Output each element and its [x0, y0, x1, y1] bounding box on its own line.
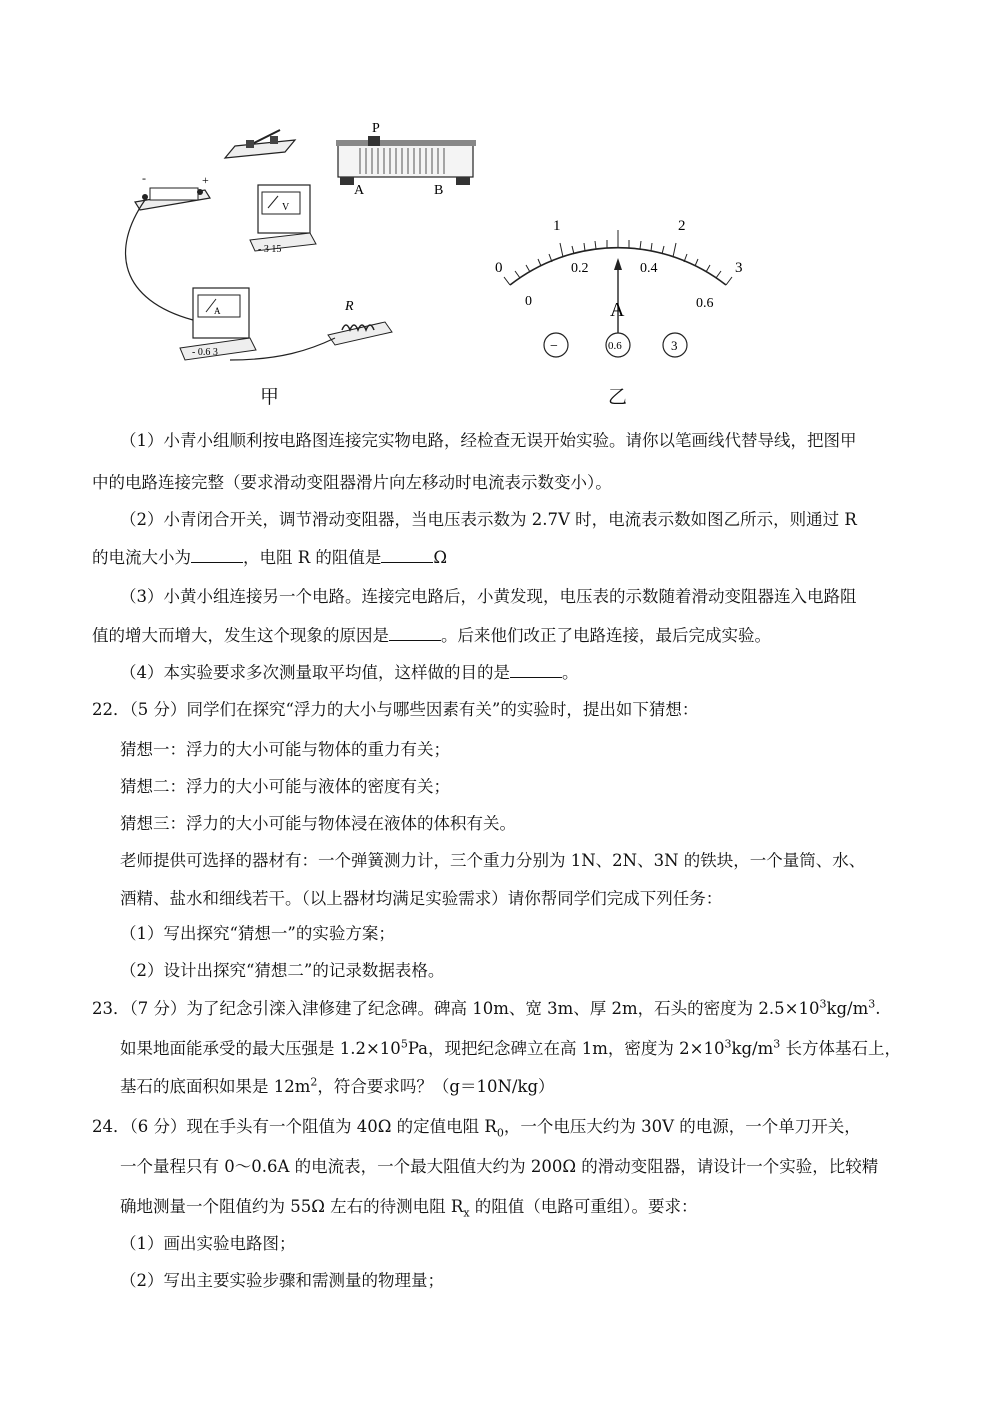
- q23-l1-sup: 3: [819, 997, 827, 1011]
- voltmeter-icon: [250, 185, 316, 255]
- q24-l3-text: 确地测量一个阻值约为 55Ω 左右的待测电阻 R: [120, 1197, 464, 1216]
- scale-top-1: 1: [553, 218, 561, 234]
- q23-l1-text: 23．（7 分）为了纪念引滦入津修建了纪念碑。碑高 10m、宽 3m、厚 2m，石头的密度为 2.5×10: [92, 999, 820, 1018]
- figure-label-jia: 甲: [260, 386, 280, 408]
- q23-l1-unit: kg/m: [826, 999, 869, 1018]
- q24-l3-sub: x: [463, 1206, 470, 1220]
- scale-top-3: 3: [735, 260, 743, 276]
- q23-l3-sup: 2: [310, 1075, 318, 1089]
- switch-icon: [225, 130, 295, 158]
- q21-part3-line2: [92, 625, 771, 647]
- q24-line1: [92, 1116, 861, 1138]
- q23-line3: [120, 1076, 555, 1098]
- q21-p4-text1: （4）本实验要求多次测量取平均值，这样做的目的是: [120, 663, 510, 682]
- q22-guess1: 猜想一：浮力的大小可能与物体的重力有关；: [120, 740, 450, 759]
- figure-svg: [110, 110, 890, 410]
- q21-part2-line2: [92, 547, 447, 569]
- scale-bottom-1: 0.2: [571, 261, 589, 276]
- q23-l3-text: 基石的底面积如果是 12m: [120, 1077, 311, 1096]
- ammeter-icon: [180, 288, 256, 360]
- scale-bottom-2: 0.4: [640, 261, 658, 276]
- q22-guess2: 猜想二：浮力的大小可能与液体的密度有关；: [120, 777, 450, 796]
- rheostat-p: P: [372, 121, 380, 136]
- q21-p2b-text3: Ω: [433, 548, 448, 567]
- q22-task1: （1）写出探究“猜想一”的实验方案；: [120, 924, 395, 943]
- q23-l2-sup3: 3: [773, 1037, 781, 1051]
- scale-unit: A: [610, 299, 625, 321]
- q23-l1-end: .: [875, 999, 881, 1018]
- q23-l2-text: 如果地面能承受的最大压强是 1.2×10: [120, 1039, 401, 1058]
- q24-l1-sub: 0: [496, 1126, 504, 1140]
- q24-line3: [120, 1196, 698, 1218]
- q23-l2-sup: 5: [400, 1037, 408, 1051]
- q24-l1-text: 24．（6 分）现在手头有一个阻值为 40Ω 的定值电阻 R: [92, 1117, 497, 1136]
- q21-p3b-text2: 。后来他们改正了电路连接，最后完成实验。: [441, 626, 771, 645]
- q21-part4-line: [120, 662, 579, 684]
- scale-bottom-3: 0.6: [696, 296, 714, 311]
- q24-req2: （2）写出主要实验步骤和需测量的物理量；: [120, 1271, 444, 1290]
- q22-guess3: 猜想三：浮力的大小可能与物体浸在液体的体积有关。: [120, 814, 516, 833]
- ammeter-symbol: A: [214, 306, 221, 316]
- rheostat-b: B: [434, 183, 444, 198]
- q21-part1-line2: 中的电路连接完整（要求滑动变阻器滑片向左移动时电流表示数变小）。: [92, 473, 612, 492]
- scale-top-2: 2: [678, 218, 686, 234]
- q21-p4-text2: 。: [562, 663, 579, 682]
- resistor-icon: [328, 299, 392, 345]
- scale-bottom-0: 0: [525, 294, 532, 309]
- q21-part2-line1: （2）小青闭合开关，调节滑动变阻器，当电压表示数为 2.7V 时，电流表示数如图乙所示，则通过 R: [120, 510, 857, 529]
- terminal-06: 0.6: [608, 340, 622, 352]
- q21-p3b-text1: 值的增大而增大，发生这个现象的原因是: [92, 626, 389, 645]
- q23-l3-end: ，符合要求吗？（g＝10N/kg）: [317, 1077, 555, 1096]
- battery-pos-sign: +: [202, 173, 209, 187]
- voltmeter-terminals: - 3 15: [258, 244, 282, 255]
- q23-line2: [120, 1038, 901, 1060]
- q22-equipment-line1: 老师提供可选择的器材有：一个弹簧测力计，三个重力分别为 1N、2N、3N 的铁块，一个量筒、水、: [120, 851, 866, 870]
- q24-line2: 一个量程只有 0～0.6A 的电流表，一个最大阻值大约为 200Ω 的滑动变阻器，请设计一个实验，比较精: [120, 1157, 879, 1176]
- q23-l2-unit: kg/m: [731, 1039, 774, 1058]
- q21-part3-line1: （3）小黄小组连接另一个电路。连接完电路后，小黄发现，电压表的示数随着滑动变阻器连入电路阻: [120, 587, 857, 606]
- resistor-label: R: [345, 299, 354, 314]
- ammeter-terminals: - 0.6 3: [192, 347, 218, 358]
- q23-l2-end: 长方体基石上，: [780, 1039, 901, 1058]
- q23-line1: [92, 998, 880, 1020]
- q23-l2-text2: Pa，现把纪念碑立在高 1m，密度为 2×10: [407, 1039, 725, 1058]
- answer-blank[interactable]: [191, 548, 243, 563]
- figure-label-yi: 乙: [608, 386, 628, 408]
- q23-l1-sup2: 3: [868, 997, 876, 1011]
- q21-p2b-text1: 的电流大小为: [92, 548, 191, 567]
- q22-equipment-line2: 酒精、盐水和细线若干。（以上器材均满足实验需求）请你帮同学们完成下列任务：: [120, 889, 723, 908]
- terminal-neg: −: [550, 339, 558, 354]
- wire-battery-ammeter: [126, 200, 193, 320]
- q23-l2-sup2: 3: [724, 1037, 732, 1051]
- answer-blank[interactable]: [510, 663, 562, 678]
- battery-neg-sign: -: [142, 171, 146, 185]
- q21-p2b-text2: ，电阻 R 的阻值是: [243, 548, 382, 567]
- q24-l3-end: 的阻值（电路可重组）。要求：: [469, 1197, 698, 1216]
- rheostat-icon: [336, 121, 476, 198]
- q24-l1-end: ，一个电压大约为 30V 的电源，一个单刀开关，: [503, 1117, 861, 1136]
- q22-task2: （2）设计出探究“猜想二”的记录数据表格。: [120, 961, 445, 980]
- voltmeter-symbol: V: [282, 202, 290, 213]
- rheostat-a: A: [354, 183, 365, 198]
- ammeter-scale: [495, 218, 743, 357]
- answer-blank[interactable]: [381, 548, 433, 563]
- circuit-figure: [110, 110, 890, 410]
- battery-icon: [135, 171, 210, 210]
- q21-part1-line1: （1）小青小组顺利按电路图连接完实物电路，经检查无误开始实验。请你以笔画线代替导线，把图甲: [120, 431, 857, 450]
- q24-req1: （1）画出实验电路图；: [120, 1234, 296, 1253]
- terminal-3: 3: [671, 338, 678, 353]
- scale-top-0: 0: [495, 260, 503, 276]
- answer-blank[interactable]: [389, 626, 441, 641]
- q22-heading: 22．（5 分）同学们在探究“浮力的大小与哪些因素有关”的实验时，提出如下猜想：: [92, 700, 699, 719]
